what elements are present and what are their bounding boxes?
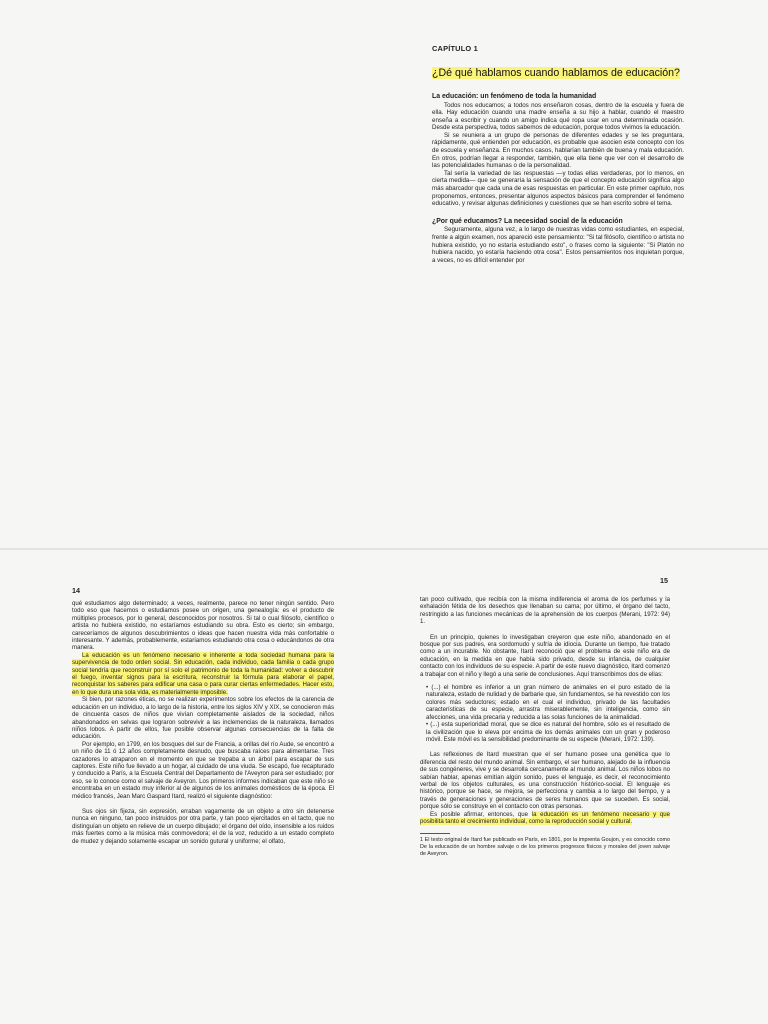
footnote: 1 El texto original de Itard fue publicado en París, en 1801, por la imprenta Goujon, y es conocido como De la educación de un hombre salvaje o de los primeros progresos físicos y morales del joven salvaje de Aveyron. xyxy=(420,837,670,857)
chapter-title-text: ¿Dé qué hablamos cuando hablamos de educación? xyxy=(432,67,680,79)
chapter-column xyxy=(432,44,684,264)
section-heading: ¿Por qué educamos? La necesidad social de la educación xyxy=(432,217,623,225)
page-divider xyxy=(0,548,768,550)
chapter-label: CAPÍTULO 1 xyxy=(432,44,478,53)
footnote-rule xyxy=(420,833,450,834)
section-heading: La educación: un fenómeno de toda la humanidad xyxy=(432,93,597,100)
paragraph: Todos nos educamos; a todos nos enseñaron cosas, dentro de la escuela y fuera de ella. Hay educación cuando una madre enseña a su hijo a hablar, cuando el maestro enseña a escribir y cuando un amigo indica qué ropa usar en una determinada ocasión. Desde esta perspectiva, todos sabemos de educación, porque todos vivimos la educación. xyxy=(432,101,684,132)
block-quote: Sus ojos sin fijeza, sin expresión, erraban vagamente de un objeto a otro sin detenerse nunca en ninguno, tan poco instruidos por otra parte, y tan poco ejercitados en el tacto, que no distinguían un objeto en relieve de un cuerpo dibujado; el órgano del oído, insensible a los ruidos más fuertes como a la música más conmovedora; el de la voz, reducido a un estado completo de mudez y dejando solamente escapar un sonido gutural y uniforme; el olfato, xyxy=(72,807,334,845)
paragraph: tan poco cultivado, que recibía con la misma indiferencia el aroma de los perfumes y la exhalación fétida de los desechos que llenaban su cama; por último, el órgano del tacto, restringido a las funciones mecánicas de la aprehensión de los cuerpos (Merani, 1972: 94) 1. xyxy=(420,596,670,626)
highlight-text: la educación es un fenómeno necesario y que posibilita tanto el crecimiento individual, como la reproducción social y cultural. xyxy=(420,810,670,825)
chapter-title xyxy=(432,67,684,79)
highlighted-paragraph xyxy=(72,652,334,696)
paragraph: Seguramente, alguna vez, a lo largo de nuestras vidas como estudiantes, en especial, frente a algún examen, nos apareció este pensamiento: "Si tal filósofo, científico o artista no hubiera existido, yo no estaría estudiando esto", o frases como la siguiente: "Si Platón no hubiera nacido, yo estaría haciendo otra cosa". Estos pensamientos nos inquietan porque, a veces, no es difícil entender por xyxy=(432,226,684,264)
page-number-left: 14 xyxy=(72,586,80,595)
right-page-column xyxy=(420,596,670,857)
paragraph: Las reflexiones de Itard muestran que el ser humano posee una genética que lo diferencia del resto del mundo animal. Sin embargo, el ser humano, alejado de la influencia de sus congéneres, vive y se desarrolla cercanamente al mundo animal. Los niños lobos no sabían hablar, apenas emitían algún sonido, pues el lenguaje, es decir, el reconocimiento verbal de los objetos culturales, es una construcción histórico-social. El lenguaje es histórico, porque se hace, se mejora, se perfecciona y cambia a lo largo del tiempo, y a través de generaciones y generaciones de seres humanos que se suceden. Es social, porque sólo se construye en el contacto con otras personas. xyxy=(420,751,670,811)
page-number-right: 15 xyxy=(660,576,668,585)
paragraph: Si se reuniera a un grupo de personas de diferentes edades y se les preguntara, rápidamente, qué entienden por educación, es probable que asocien este concepto con los de escuela y enseñanza. En muchos casos, hablarían también de buena y mala educación. En otros, podrían llegar a responder, también, que ella tiene que ver con el desarrollo de las potencialidades humanas o de la personalidad. xyxy=(432,131,684,170)
paragraph: Por ejemplo, en 1799, en los bosques del sur de Francia, a orillas del río Aude, se encontró a un niño de 11 ó 12 años completamente desnudo, que buscaba raíces para alimentarse. Tres cazadores lo atraparon en el momento en que se trepaba a un árbol para escapar de sus captores. Este niño fue llevado a un hogar, al cuidado de una viuda. Se escapó, fue recapturado y conducido a París, a la Escuela Central del Departamento de l'Aveyron para ser estudiado; por eso, se lo conoce como el salvaje de Aveyron. Los primeros informes indicaban que este niño se encontraba en un estado muy inferior al de algunos de los animales domésticos de la época. El médico francés, Jean Marc Gaspard Itard, realizó el siguiente diagnóstico: xyxy=(72,740,334,800)
left-page-column xyxy=(72,600,334,845)
paragraph xyxy=(420,811,670,826)
paragraph: Tal sería la variedad de las respuestas —y todas ellas verdaderas, por lo menos, en cierta medida— que se generaría la sensación de que el concepto educación significa algo más abarcador que cada una de esas respuestas en particular. En este primer capítulo, nos proponemos, entonces, presentar algunos aspectos básicos para comprender el fenómeno educativo, y revisar algunas definiciones y cuestiones que se han escrito sobre el tema. xyxy=(432,169,684,208)
paragraph: Si bien, por razones éticas, no se realizan experimentos sobre los efectos de la carencia de educación en un individuo, a lo largo de la historia, entre los siglos XIV y XIX, se conocieron más de cincuenta casos de niños que vivían completamente aislados de la sociedad, niños abandonados en selvas que lograron sobrevivir a las inclemencias de la naturaleza, llamados niños lobos. A partir de ellos, fue posible observar algunas consecuencias de la falta de educación. xyxy=(72,696,334,741)
highlight-text: La educación es un fenómeno necesario e inherente a toda sociedad humana para la supervivencia de todo orden social. Sin educación, cada individuo, cada familia o cada grupo social tendría que reconstruir por sí solo el patrimonio de toda la humanidad: volver a descubrir el fuego, inventar signos para la escritura, reconstruir la fórmula para elaborar el papel, reconquistar los saberes para edificar una casa o para curar ciertas enfermedades. Hacer esto, en lo que dura una sola vida, es materialmente imposible. xyxy=(72,651,334,696)
paragraph: qué estudiamos algo determinado; a veces, realmente, parece no tener ningún sentido. Pero todo eso que hacemos o estudiamos posee un origen, una genealogía: es el producto de múltiples procesos, por lo general, desconocidos por nosotros. Si tal o cual filósofo, científico o artista no hubiera existido, no estaríamos estudiando su obra. Esto es cierto; sin embargo, careceríamos de algunos descubrimientos o ideas que hacen nuestra vida más confortable o interesante. Y además, probablemente, estaríamos estudiando otra cosa o educándonos de otra manera. xyxy=(72,600,334,652)
paragraph: En un principio, quienes lo investigaban creyeron que este niño, abandonado en el bosque por sus padres, era sordomudo y sufría de idiocia. Durante un tiempo, fue tratado como a un incurable. No obstante, Itard reconoció que el problema de este niño era de educación, en la medida en que había sido privado, desde su infancia, de cualquier contacto con los individuos de su especie. A partir de este nuevo diagnóstico, Itard comenzó a trabajar con el niño y llegó a una serie de conclusiones. Aquí transcribimos dos de ellas: xyxy=(420,633,670,678)
bullet-item: • (...) el hombre es inferior a un gran número de animales en el puro estado de la naturaleza, estado de nulidad y de barbarie que, sin fundamentos, se ha revestido con los colores más seductores; estado en el cual el individuo, privado de las facultades características de su especie, arrastra miserablemente, sin inteligencia, como sin afecciones, una vida precaria y reducida a las solas funciones de la animalidad. xyxy=(426,684,670,721)
bullet-item: • (...) esta superioridad moral, que se dice es natural del hombre, sólo es el resultado de la civilización que lo eleva por encima de los demás animales con un gran y poderoso móvil. Este móvil es la sensibilidad predominante de su especie (Merani, 1972: 139). xyxy=(426,721,670,743)
paragraph-prefix: Es posible afirmar, entonces, que xyxy=(430,810,532,818)
